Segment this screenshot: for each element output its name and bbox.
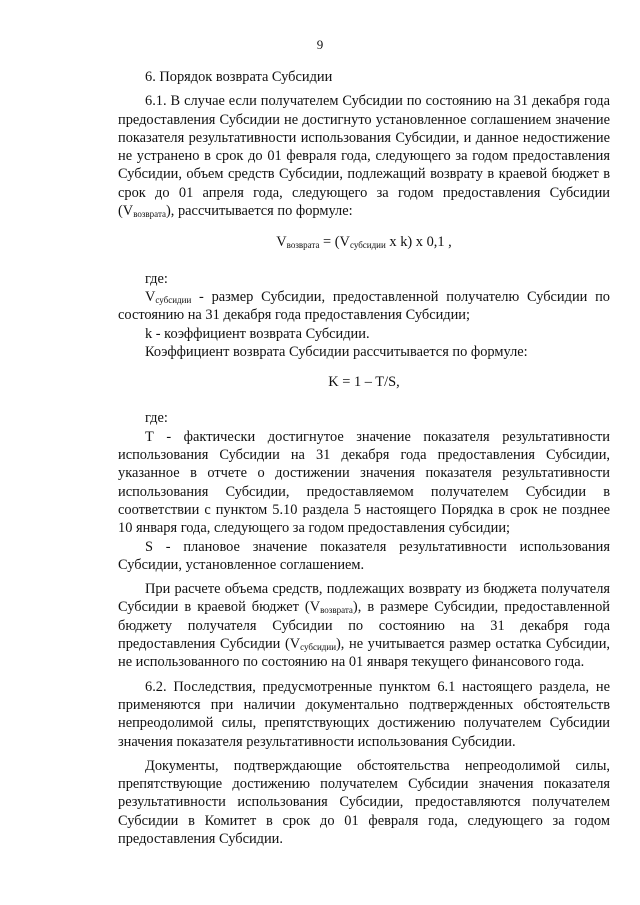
formula-return-volume xyxy=(118,233,610,251)
definition-t: Т - фактически достигнутое значение показателя результативности использования Субсидии на 31 декабря года предоставления Субсидии, указанное в отчете о достижении значения показателя результативности использования Субсидии, предоставляемом получателем Субсидии в соответствии с пунктом 5.10 раздела 5 настоящего Порядка в срок не позднее 10 января года, следующего за годом предоставления субсидии; xyxy=(118,428,610,537)
def-v: V xyxy=(145,288,156,305)
formula1-v: V xyxy=(276,234,287,251)
calc-text-b: ), в размере Субсидии, предоставленной бюджету получателя Субсидии по состоянию на 31 декабря года предоставления Субсидии (V xyxy=(118,599,610,653)
paragraph-documents: Документы, подтверждающие обстоятельства непреодолимой силы, препятствующие достижению получателем Субсидии значения показателя результативности использования Субсидии, предоставляются получателем Субсидии в Комитет в срок до 01 февраля года, следующего за годом предоставления Субсидии. xyxy=(118,757,610,847)
paragraph-6-2: 6.2. Последствия, предусмотренные пунктом 6.1 настоящего раздела, не применяются при наличии документально подтвержденных обстоятельств непреодолимой силы, препятствующих достижению получателем Субсидии значения показателя результативности использования Субсидии. xyxy=(118,678,610,750)
calc-sub-a: возврата xyxy=(320,605,353,616)
section-heading: 6. Порядок возврата Субсидии xyxy=(145,69,333,85)
paragraph-6-1 xyxy=(118,92,610,220)
def-v-sub: субсидии xyxy=(155,294,192,305)
formula-coefficient: K = 1 – T/S, xyxy=(328,374,400,391)
p6-1-text: 6.1. В случае если получателем Субсидии по состоянию на 31 декабря года предоставления Субсидии не достигнуто установленное соглашением значение показателя результативности использования Субсидии, и данное недостижение не устранено в срок до 01 февраля года, следующего за годом предоставления Субсидии, объем средств Субсидии, подлежащий возврату в краевой бюджет в срок до 01 апреля года, следующего за годом предоставления Субсидии (V xyxy=(118,93,610,220)
formula1-v-sub: возврата xyxy=(286,240,320,251)
where-label-1: где: xyxy=(145,270,168,287)
k-intro: Коэффициент возврата Субсидии рассчитывается по формуле: xyxy=(145,343,528,360)
document-body xyxy=(118,68,610,848)
calc-text-c: ), не учитывается размер остатка Субсидии, не использованного по состоянию на 01 января текущего финансового года. xyxy=(118,636,610,671)
formula1-eq: = (V xyxy=(319,234,350,251)
page-number: 9 xyxy=(316,37,324,52)
paragraph-calculation xyxy=(118,580,610,671)
definition-v-subsidy xyxy=(118,288,610,325)
definition-s: S - плановое значение показателя результативности использования Субсидии, установленное соглашением. xyxy=(118,538,610,573)
where-label-2: где: xyxy=(145,410,168,427)
def-v-text: - размер Субсидии, предоставленной получателю Субсидии по состоянию на 31 декабря года предоставления Субсидии; xyxy=(118,288,610,324)
calc-sub-b: субсидии xyxy=(300,642,337,653)
calc-text-a: При расчете объема средств, подлежащих возврату из бюджета получателя Субсидии в краевой бюджет (V xyxy=(118,581,610,616)
p6-1-subscript: возврата xyxy=(133,209,166,220)
formula1-rest: x k) x 0,1 , xyxy=(385,234,452,251)
formula1-vs-sub: субсидии xyxy=(349,240,386,251)
p6-1-tail: ), рассчитывается по формуле: xyxy=(165,203,353,220)
definition-k: k - коэффициент возврата Субсидии. xyxy=(145,325,370,342)
